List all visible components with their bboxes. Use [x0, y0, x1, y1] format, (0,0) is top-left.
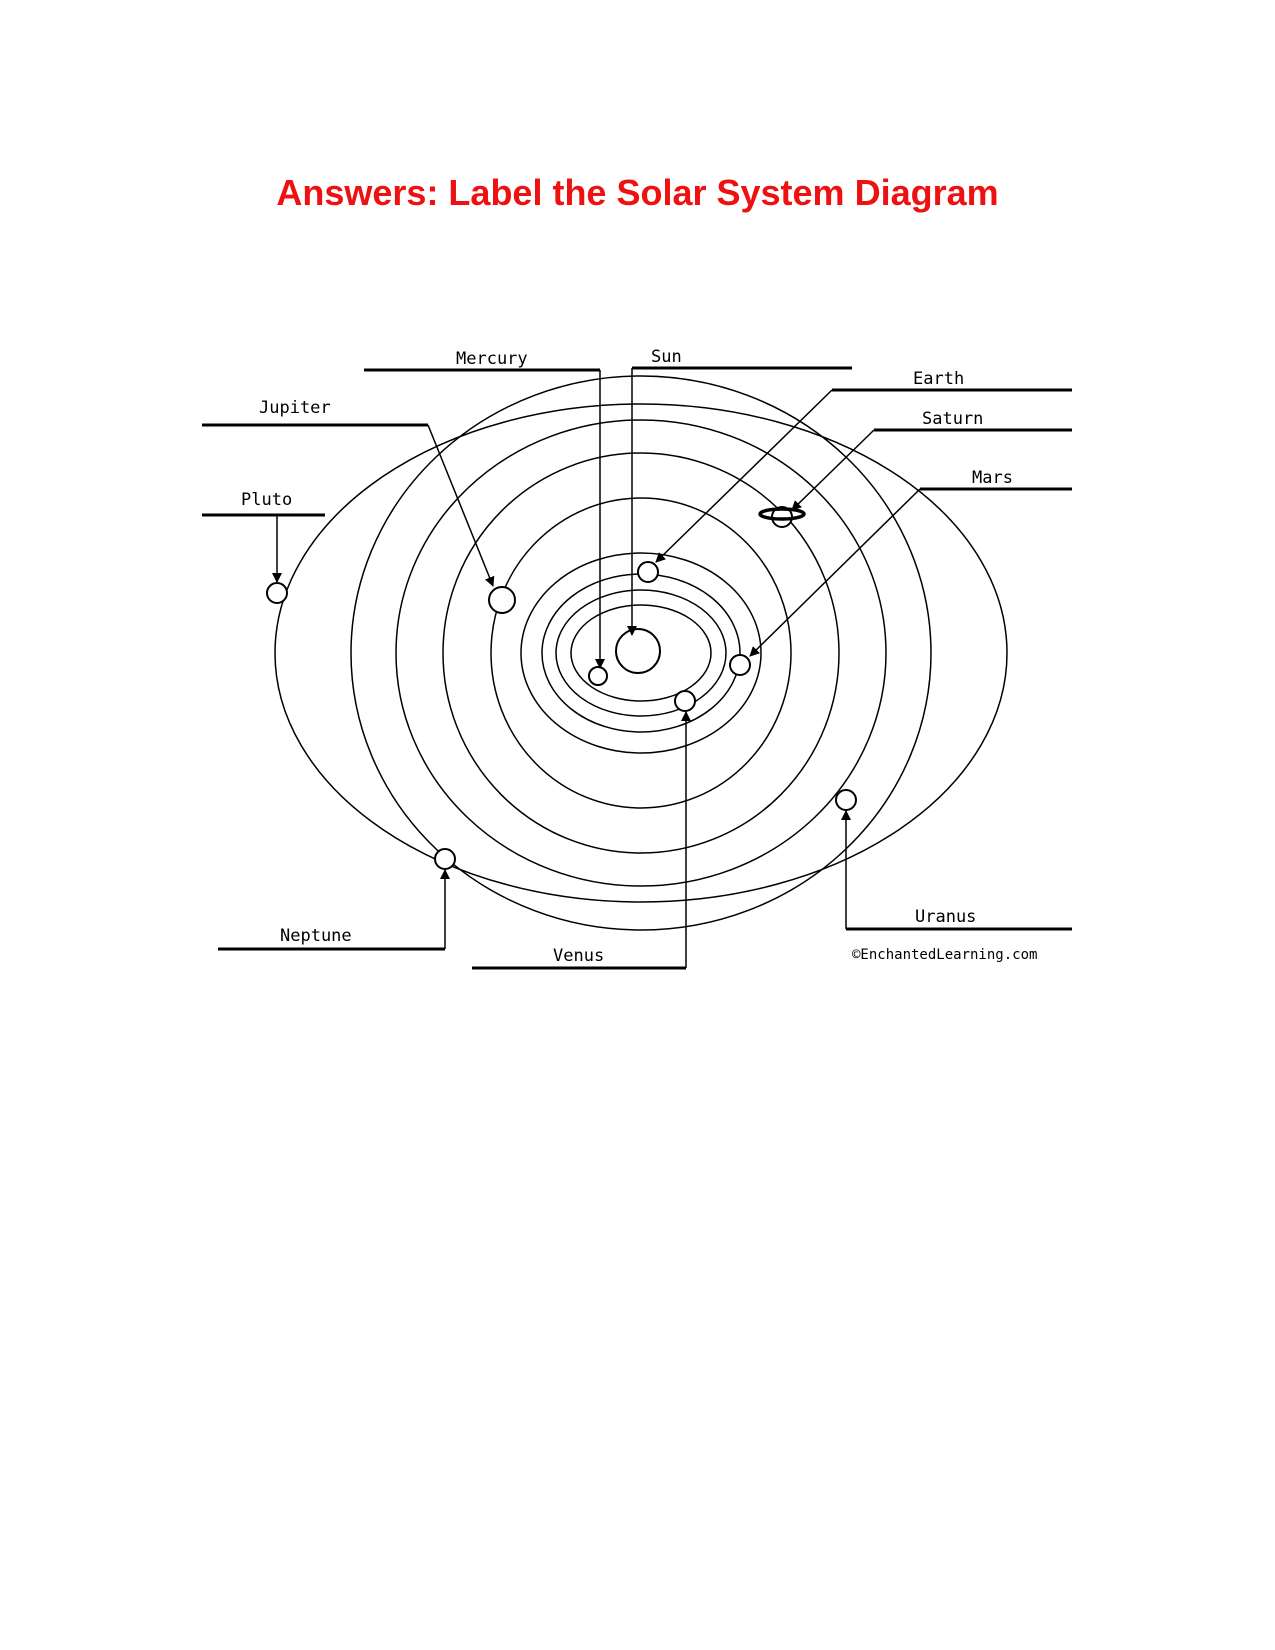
- planet-venus: [675, 691, 695, 711]
- label-saturn: Saturn: [922, 409, 984, 429]
- earth-arrow: [656, 390, 832, 562]
- label-mars: Mars: [972, 468, 1013, 488]
- jupiter-arrow: [428, 425, 493, 586]
- label-jupiter: Jupiter: [259, 398, 331, 418]
- bodies: [267, 507, 856, 869]
- label-earth: Earth: [913, 369, 965, 389]
- label-uranus: Uranus: [915, 907, 977, 927]
- planet-uranus: [836, 790, 856, 810]
- label-pluto: Pluto: [241, 490, 293, 510]
- label-venus: Venus: [553, 946, 605, 966]
- planet-jupiter: [489, 587, 515, 613]
- planet-neptune: [435, 849, 455, 869]
- planet-pluto: [267, 583, 287, 603]
- planet-mars: [730, 655, 750, 675]
- planet-saturn: [760, 507, 804, 527]
- saturn-arrow: [792, 430, 874, 510]
- planet-mercury: [589, 667, 607, 685]
- planet-earth: [638, 562, 658, 582]
- label-sun: Sun: [651, 347, 682, 367]
- label-mercury: Mercury: [456, 349, 528, 369]
- sun: [616, 629, 660, 673]
- label-neptune: Neptune: [280, 926, 352, 946]
- page-title: Answers: Label the Solar System Diagram: [276, 172, 999, 213]
- copyright-notice: ©EnchantedLearning.com: [852, 947, 1038, 963]
